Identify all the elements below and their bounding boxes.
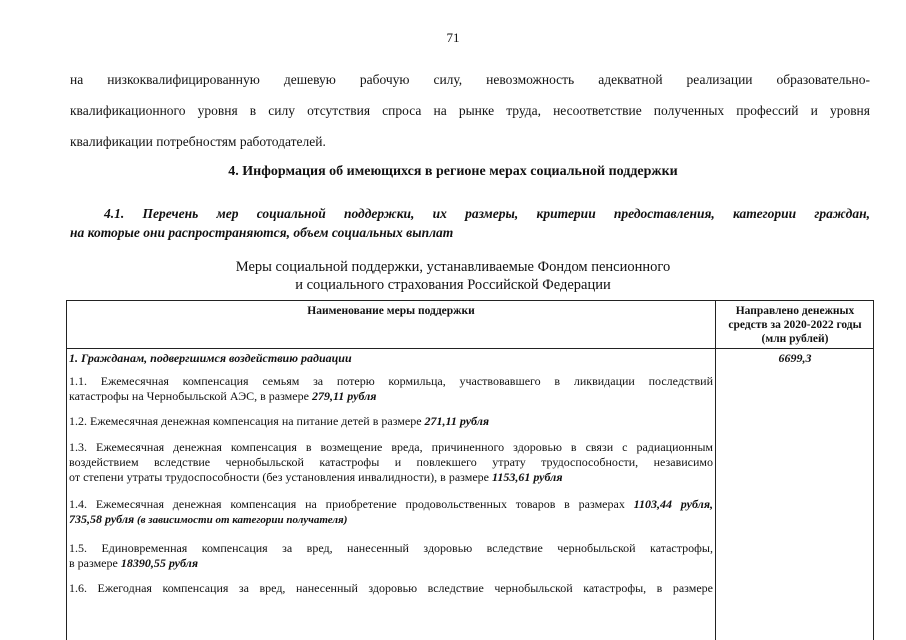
table-row <box>69 581 713 596</box>
category-row <box>69 351 713 366</box>
subsection-line-1: 4.1. Перечень мер социальной поддержки, их размеры, критерии предоставления, категории граждан, <box>104 206 870 221</box>
table-row <box>69 541 713 571</box>
row-1-1-amount: 279,11 рубля <box>311 389 377 403</box>
row-1-3-text: от степени утраты трудоспособности (без установления инвалидности), в размере <box>69 470 492 484</box>
header-measure-name: Наименование меры поддержки <box>307 305 475 317</box>
row-1-2-line-1 <box>69 414 713 429</box>
row-1-4-text: 1.4. Ежемесячная денежная компенсация на приобретение продовольственных товаров в размерах <box>69 497 634 511</box>
row-1-4-line-2 <box>69 512 713 528</box>
row-1-5-text: в размере <box>69 556 121 570</box>
row-1-5-line-2 <box>69 556 713 571</box>
subsection-line-2: на которые они распространяются, объем социальных выплат <box>70 225 454 240</box>
category-amount: 6699,3 <box>778 351 812 365</box>
intro-line-1: на низкоквалифицированную дешевую рабочую силу, невозможность адекватной реализации образовательно- <box>70 72 870 87</box>
table-caption <box>0 258 906 294</box>
intro-paragraph <box>70 64 870 157</box>
header-amount-line-2: средств за 2020-2022 годы <box>728 319 862 331</box>
row-1-1-line-2 <box>69 389 713 404</box>
row-1-4-amount-2: 735,58 рубля <box>69 512 135 526</box>
page-number: 71 <box>446 30 460 45</box>
header-amount-line-3: (млн рублей) <box>761 333 829 345</box>
row-1-1-text: катастрофы на Чернобыльской АЭС, в размере <box>69 389 312 403</box>
row-1-4-line-1 <box>69 497 713 512</box>
row-1-2-text: 1.2. Ежемесячная денежная компенсация на питание детей в размере <box>69 414 425 428</box>
row-1-2-amount: 271,11 рубля <box>424 414 490 428</box>
table-row <box>69 440 713 485</box>
row-1-4-amount-1: 1103,44 рубля, <box>633 497 713 511</box>
row-1-3-amount: 1153,61 рубля <box>491 470 563 484</box>
row-1-3-line-1: 1.3. Ежемесячная денежная компенсация в возмещение вреда, причиненного здоровью в связи с радиационным <box>69 440 713 454</box>
row-1-1-line-1: 1.1. Ежемесячная компенсация семьям за потерю кормильца, участвовавшего в ликвидации последствий <box>69 374 713 388</box>
table-caption-line-1: Меры социальной поддержки, устанавливаемые Фондом пенсионного <box>235 259 671 275</box>
header-amount <box>716 304 874 346</box>
row-1-4-note: (в зависимости от категории получателя) <box>134 514 348 526</box>
intro-line-3: квалификации потребностям работодателей. <box>70 134 326 149</box>
row-1-5-line-1: 1.5. Единовременная компенсация за вред, нанесенный здоровью вследствие чернобыльской катастрофы, <box>69 541 713 555</box>
row-1-3-line-2: воздействием вследствие чернобыльской катастрофы и повлекшего утрату трудоспособности, независимо <box>69 455 713 469</box>
category-title: 1. Гражданам, подвергшимся воздействию радиации <box>69 351 352 365</box>
row-1-3-line-3 <box>69 470 713 485</box>
header-divider <box>67 348 873 349</box>
row-1-5-amount: 18390,55 рубля <box>120 556 199 570</box>
table-row <box>69 497 713 528</box>
table-row <box>69 374 713 404</box>
subsection-heading <box>70 204 870 242</box>
intro-line-2: квалификационного уровня в силу отсутствия спроса на рынке труда, несоответствие полученных профессий и уровня <box>70 103 870 118</box>
support-measures-table <box>66 300 874 640</box>
table-caption-line-2: и социального страхования Российской Федерации <box>295 277 611 293</box>
section-heading: 4. Информация об имеющихся в регионе мерах социальной поддержки <box>228 164 678 179</box>
row-1-6-line-1: 1.6. Ежегодная компенсация за вред, нанесенный здоровью вследствие чернобыльской катастрофы, в размере <box>69 581 713 595</box>
header-amount-line-1: Направлено денежных <box>735 305 855 317</box>
table-row <box>69 414 713 429</box>
